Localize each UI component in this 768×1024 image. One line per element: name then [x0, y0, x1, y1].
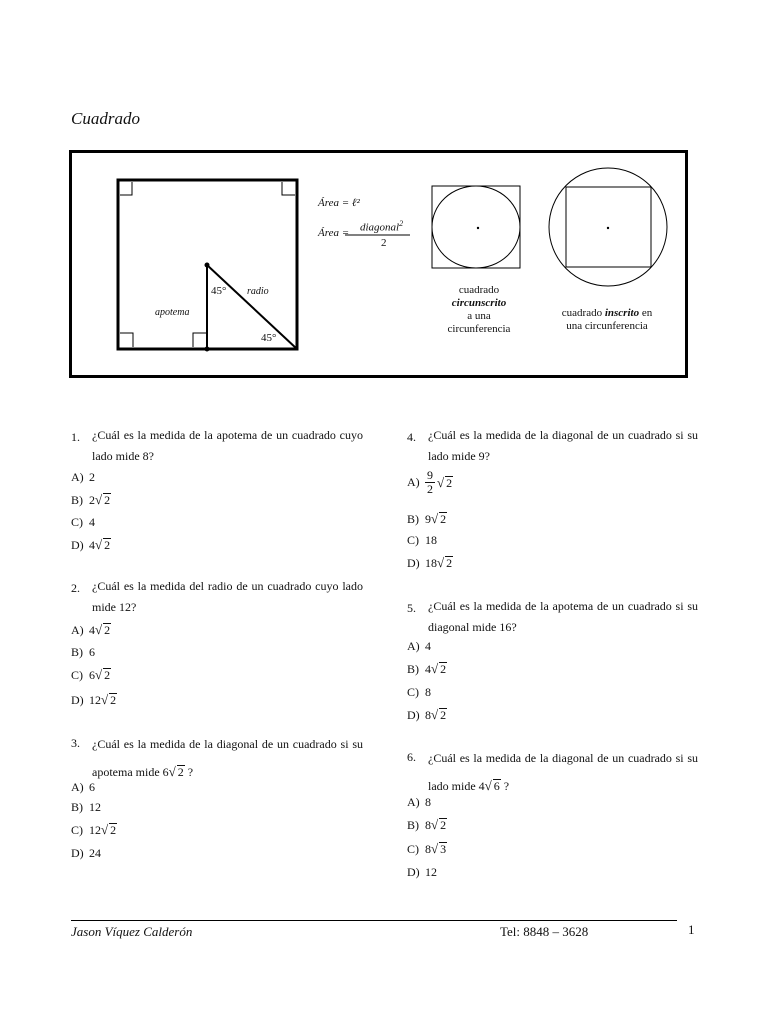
q2-option-c: C) 6√ 2 — [71, 667, 111, 682]
corner-marker-bl — [120, 333, 133, 347]
q1-option-c: C) 4 — [71, 515, 95, 529]
footer-author: Jason Víquez Calderón — [71, 924, 193, 939]
q3-option-c: C) 12√ 2 — [71, 822, 117, 837]
q2-option-d: D) 12√ 2 — [71, 692, 117, 707]
q5-option-d: D) 8√ 2 — [407, 707, 447, 722]
insc-line-2: una circunferencia — [566, 320, 648, 332]
q5-option-b: B) 4√ 2 — [407, 661, 447, 676]
circ-line-1: cuadrado — [458, 284, 500, 296]
q2-option-b: B) 6 — [71, 645, 95, 659]
corner-marker-bm — [193, 333, 207, 347]
q4-option-b: B) 9√ 2 — [407, 511, 447, 526]
question-6-text: ¿Cuál es la medida de la diagonal de un cuadrado si su lado mide 4√ 6 ? — [428, 751, 698, 793]
q6-option-c: C) 8√ 3 — [407, 841, 447, 856]
inscribed-caption — [544, 307, 670, 333]
question-3-text: ¿Cuál es la medida de la diagonal de un cuadrado si su apotema mide 6√ 2 ? — [92, 737, 363, 779]
diagonal-label: diagonal — [360, 221, 400, 234]
q3-option-b: B) 12 — [71, 800, 101, 814]
footer-phone: Tel: 8848 – 3628 — [500, 924, 589, 939]
question-2-text: ¿Cuál es la medida del radio de un cuadrado cuyo lado mide 12? — [92, 579, 363, 614]
question-5-number: 5. — [407, 601, 416, 615]
insc-line-1 — [544, 307, 670, 320]
page-title: Cuadrado — [71, 109, 140, 128]
q4-option-a: A) $\frac{9}{2}$ √ 2 — [407, 468, 453, 496]
q3-option-d: D) 24 — [71, 846, 101, 860]
radio-label: radio — [247, 286, 269, 297]
q3-text-rad: 2 — [177, 765, 184, 779]
angle-top-label: 45° — [211, 285, 227, 297]
corner-marker-tl — [120, 182, 132, 195]
mid-point — [205, 347, 210, 352]
q6-text-a: ¿Cuál es la medida de la diagonal de un cuadrado si su lado mide — [428, 751, 698, 793]
q6-text-b: ? — [500, 779, 510, 793]
question-5-text: ¿Cuál es la medida de la apotema de un cuadrado si su diagonal mide 16? — [428, 599, 698, 634]
question-2-number: 2. — [71, 581, 80, 595]
page-number: 1 — [688, 922, 695, 937]
q6-text-coef: 4 — [478, 779, 485, 793]
q1-option-b: B) 2√ 2 — [71, 492, 111, 507]
corner-marker-tr — [282, 182, 295, 195]
q3-option-a: A) 6 — [71, 780, 95, 794]
square-figure — [72, 153, 686, 375]
question-6-number: 6. — [407, 750, 416, 764]
footer-rule — [71, 920, 677, 921]
q6-option-a: A) 8 — [407, 795, 431, 809]
inner-circle-center — [477, 227, 479, 229]
q3-text-coef: 6 — [162, 765, 169, 779]
q1-option-a: A) 2 — [71, 470, 95, 484]
formula-diagonal — [360, 219, 403, 234]
question-4-text: ¿Cuál es la medida de la diagonal de un cuadrado si su lado mide 9? — [428, 428, 698, 463]
inner-circle — [432, 186, 520, 268]
circ-line-2: circunscrito — [451, 297, 507, 309]
q5-option-c: C) 8 — [407, 685, 431, 699]
question-1-text: ¿Cuál es la medida de la apotema de un cuadrado cuyo lado mide 8? — [92, 428, 363, 463]
circ-line-3: a una — [467, 310, 491, 322]
question-4-number: 4. — [407, 430, 416, 444]
q5-option-a: A) 4 — [407, 639, 431, 653]
angle-bottom-label: 45° — [261, 332, 277, 344]
outer-circle-center — [607, 227, 609, 229]
center-point — [205, 263, 210, 268]
q6-text-rad: 6 — [493, 779, 500, 793]
q1-option-d: D) 4√ 2 — [71, 537, 111, 552]
formula-area-label: Área = — [318, 227, 350, 239]
q3-text-a: ¿Cuál es la medida de la diagonal de un cuadrado si su apotema mide — [92, 737, 363, 779]
q4-option-a-fraction: $\frac{9}{2}$ — [427, 468, 433, 496]
formula-denominator: 2 — [381, 237, 387, 249]
q6-option-d: D) 12 — [407, 865, 437, 879]
q4-option-d: D) 18√ 2 — [407, 555, 453, 570]
apotema-label: apotema — [155, 307, 190, 318]
q4-option-c: C) 18 — [407, 533, 437, 547]
insc-line-1-b: inscrito — [604, 307, 640, 319]
formula-area-1: Área = ℓ² — [318, 197, 360, 209]
insc-line-1-c: en — [639, 307, 653, 319]
question-3-number: 3. — [71, 736, 80, 750]
circ-line-4: circunferencia — [447, 323, 511, 335]
circumscribed-caption — [434, 284, 524, 336]
q3-text-b: ? — [184, 765, 194, 779]
diagonal-exponent: 2 — [399, 219, 404, 228]
insc-line-1-a: cuadrado — [561, 307, 605, 319]
q6-option-b: B) 8√ 2 — [407, 817, 447, 832]
radio-line — [207, 265, 297, 349]
q2-option-a: A) 4√ 2 — [71, 622, 111, 637]
question-1-number: 1. — [71, 430, 80, 444]
